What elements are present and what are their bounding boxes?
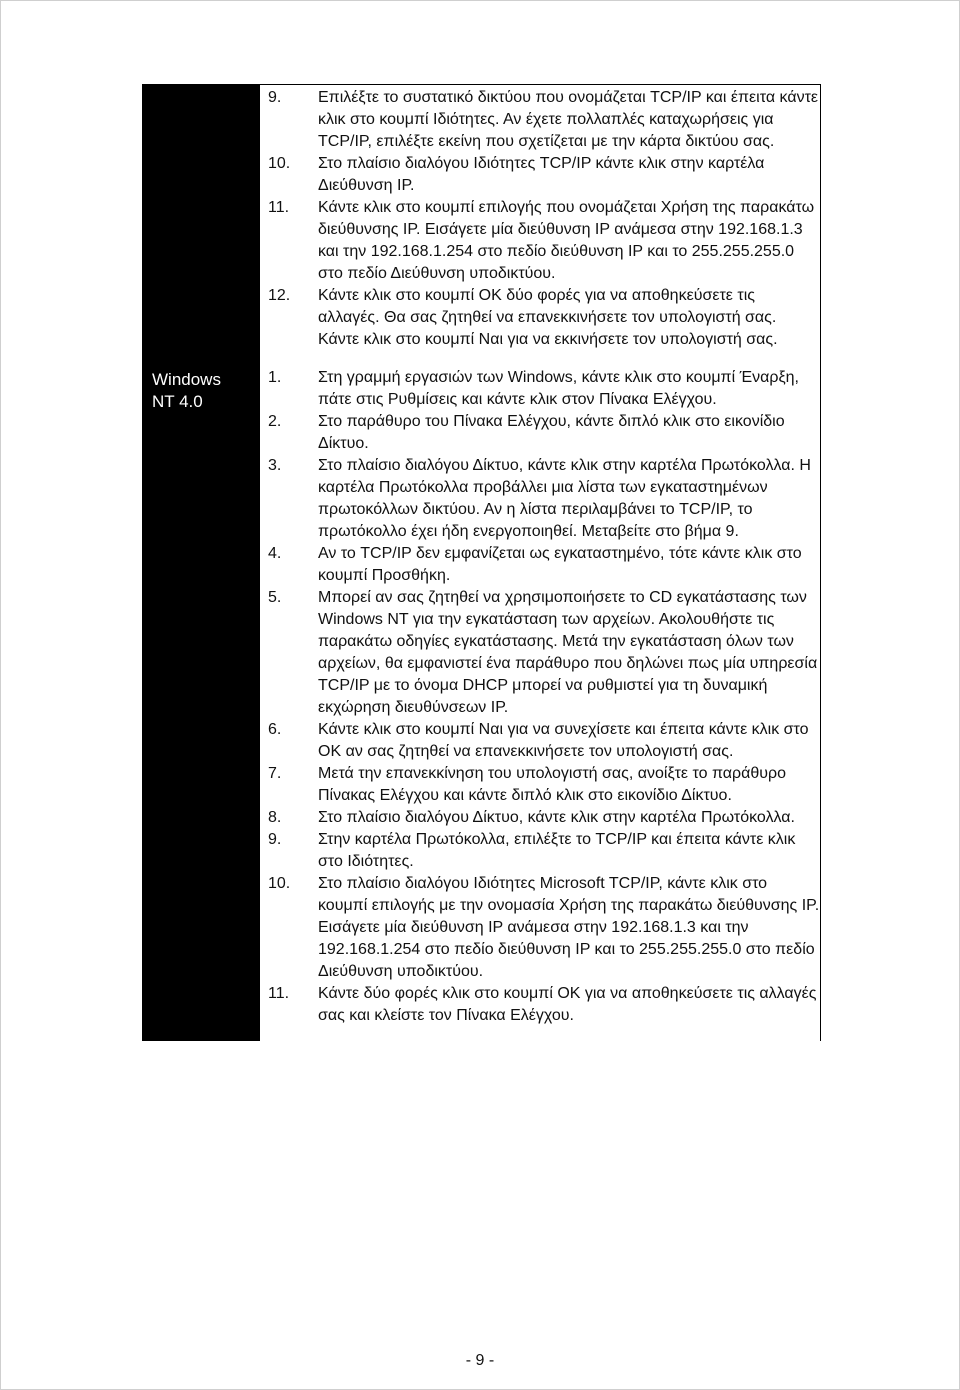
list-item xyxy=(268,763,820,807)
os-label-cell xyxy=(142,85,260,361)
step-number: 1. xyxy=(268,369,282,386)
step-number: 8. xyxy=(268,809,282,826)
step-text: Στο πλαίσιο διαλόγου Δίκτυο, κάντε κλικ στην καρτέλα Πρωτόκολλα. xyxy=(318,809,795,826)
os-label-line2: NT 4.0 xyxy=(152,392,203,411)
step-text: Στο πλαίσιο διαλόγου Δίκτυο, κάντε κλικ στην καρτέλα Πρωτόκολλα. Η καρτέλα Πρωτόκολλα προβάλλει μια λίστα των εγκαταστημένων πρωτοκόλλων δικτύου. Αν η λίστα περιλαμβάνει το TCP/IP, το πρωτόκολλο έχει ήδη ενεργοποιηθεί. Μεταβείτε στο βήμα 9. xyxy=(318,457,811,540)
step-text: Στη γραμμή εργασιών των Windows, κάντε κλικ στο κουμπί Έναρξη, πάτε στις Ρυθμίσεις και κάντε κλικ στον Πίνακα Ελέγχου. xyxy=(318,369,799,408)
step-number: 4. xyxy=(268,545,282,562)
step-text: Μπορεί αν σας ζητηθεί να χρησιμοποιήσετε το CD εγκατάστασης των Windows NT για την εγκατάσταση των αρχείων. Ακολουθήστε τις παρακάτω οδηγίες εγκατάστασης. Μετά την εγκατάσταση όλων των αρχείων, θα εμφανιστεί ένα παράθυρο που δηλώνει πως μία υπηρεσία TCP/IP με το όνομα DHCP μπορεί να ρυθμιστεί για τη δυναμική εκχώρηση διευθύνσεων IP. xyxy=(318,589,818,716)
instruction-table xyxy=(142,84,821,1041)
step-number: 11. xyxy=(268,199,290,216)
section-continued xyxy=(142,85,820,361)
step-number: 9. xyxy=(268,831,282,848)
list-item xyxy=(268,983,820,1027)
step-text: Στο παράθυρο του Πίνακα Ελέγχου, κάντε διπλό κλικ στο εικονίδιο Δίκτυο. xyxy=(318,413,785,452)
list-item xyxy=(268,285,820,351)
step-text: Κάντε δύο φορές κλικ στο κουμπί ΟΚ για να αποθηκεύσετε τις αλλαγές σας και κλείστε τον Πίνακα Ελέγχου. xyxy=(318,985,817,1024)
os-label-line1: Windows xyxy=(152,370,221,389)
list-item xyxy=(268,367,820,411)
step-number: 12. xyxy=(268,287,291,304)
list-item xyxy=(268,829,820,873)
list-item xyxy=(268,873,820,983)
step-number: 5. xyxy=(268,589,282,606)
step-text: Στο πλαίσιο διαλόγου Ιδιότητες Microsoft TCP/IP, κάντε κλικ στο κουμπί επιλογής με την ονομασία Χρήση της παρακάτω διεύθυνσης IP. Εισάγετε μία διεύθυνση IP ανάμεσα στην 192.168.1.3 και την 192.168.1.254 στο πεδίο διεύθυνση IP και το 255.255.255.0 στο πεδίο Διεύθυνση υποδικτύου. xyxy=(318,875,820,980)
list-item xyxy=(268,197,820,285)
steps-cell xyxy=(260,361,820,1041)
step-text: Στο πλαίσιο διαλόγου Ιδιότητες TCP/IP κάντε κλικ στην καρτέλα Διεύθυνση IP. xyxy=(318,155,765,194)
step-number: 7. xyxy=(268,765,282,782)
page-number: - 9 - xyxy=(465,1352,495,1369)
list-item xyxy=(268,455,820,543)
list-item xyxy=(268,87,820,153)
list-item xyxy=(268,543,820,587)
list-item xyxy=(268,411,820,455)
section-windows-nt xyxy=(142,361,820,1041)
step-text: Αν το TCP/IP δεν εμφανίζεται ως εγκαταστημένο, τότε κάντε κλικ στο κουμπί Προσθήκη. xyxy=(318,545,802,584)
step-text: Επιλέξτε το συστατικό δικτύου που ονομάζεται TCP/IP και έπειτα κάντε κλικ στο κουμπί Ιδιότητες. Αν έχετε πολλαπλές καταχωρήσεις για TCP/IP, επιλέξτε εκείνη που σχετίζεται με την κάρτα δικτύου σας. xyxy=(318,89,819,150)
step-number: 3. xyxy=(268,457,282,474)
step-text: Μετά την επανεκκίνηση του υπολογιστή σας, ανοίξτε το παράθυρο Πίνακας Ελέγχου και κάντε διπλό κλικ στο εικονίδιο Δίκτυο. xyxy=(318,765,786,804)
list-item xyxy=(268,153,820,197)
steps-cell xyxy=(260,85,820,361)
step-number: 10. xyxy=(268,155,291,172)
step-text: Κάντε κλικ στο κουμπί Ναι για να συνεχίσετε και έπειτα κάντε κλικ στο ΟΚ αν σας ζητηθεί να επανεκκινήσετε τον υπολογιστή σας. xyxy=(318,721,809,760)
step-number: 10. xyxy=(268,875,291,892)
step-number: 11. xyxy=(268,985,290,1002)
step-number: 6. xyxy=(268,721,282,738)
os-label-cell xyxy=(142,361,260,1041)
list-item xyxy=(268,587,820,719)
step-number: 9. xyxy=(268,89,282,106)
step-text: Κάντε κλικ στο κουμπί επιλογής που ονομάζεται Χρήση της παρακάτω διεύθυνσης IP. Εισάγετε μία διεύθυνση IP ανάμεσα στην 192.168.1.3 και την 192.168.1.254 στο πεδίο διεύθυνση IP και το 255.255.255.0 στο πεδίο Διεύθυνση υποδικτύου. xyxy=(318,199,815,282)
step-number: 2. xyxy=(268,413,282,430)
step-text: Στην καρτέλα Πρωτόκολλα, επιλέξτε το TCP/IP και έπειτα κάντε κλικ στο Ιδιότητες. xyxy=(318,831,796,870)
list-item xyxy=(268,807,820,829)
step-text: Κάντε κλικ στο κουμπί ΟΚ δύο φορές για να αποθηκεύσετε τις αλλαγές. Θα σας ζητηθεί να επανεκκινήσετε τον υπολογιστή σας. Κάντε κλικ στο κουμπί Ναι για να εκκινήσετε τον υπολογιστή σας. xyxy=(318,287,778,348)
list-item xyxy=(268,719,820,763)
